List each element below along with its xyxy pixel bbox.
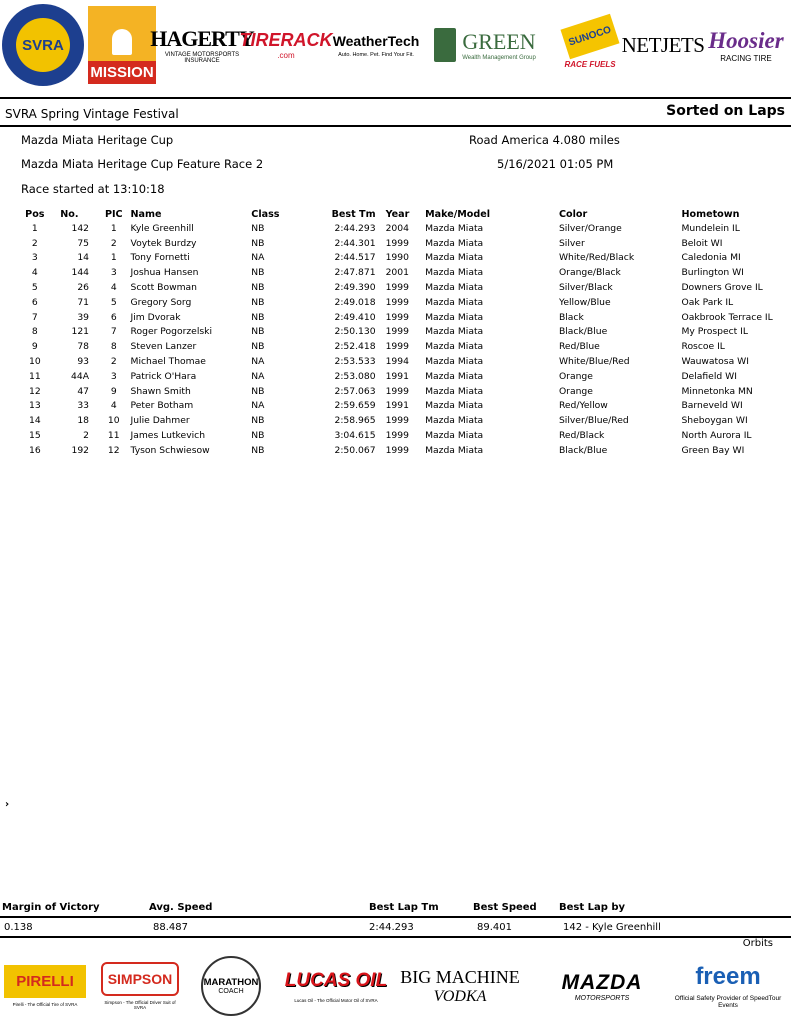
session-name: Mazda Miata Heritage Cup Feature Race 2 (21, 157, 264, 171)
cell-name: Shawn Smith (130, 385, 191, 397)
table-header-row (20, 208, 791, 221)
cell-pic: 9 (110, 385, 117, 397)
cell-year: 1991 (385, 370, 409, 382)
cell-make: Mazda Miata (425, 311, 484, 323)
cell-home: North Aurora IL (681, 430, 752, 442)
cell-home: Green Bay WI (681, 444, 745, 456)
cell-class: NB (251, 415, 265, 427)
cell-no: 44A (71, 370, 90, 382)
col-hometown: Hometown (681, 209, 740, 220)
cell-pos: 16 (28, 444, 41, 456)
cell-name: Julie Dahmer (130, 415, 190, 427)
cell-pos: 7 (31, 311, 38, 323)
cell-home: Delafield WI (681, 370, 737, 382)
hoosier-logo: Hoosier RACING TIRE (708, 27, 784, 63)
cell-no: 121 (71, 326, 90, 338)
netjets-logo: NETJETS (621, 32, 705, 57)
cell-year: 1991 (385, 400, 409, 412)
cell-no: 18 (77, 415, 90, 427)
cell-color: Yellow/Blue (558, 296, 611, 308)
cell-pos: 10 (28, 356, 41, 368)
cell-pos: 11 (28, 370, 41, 382)
cell-no: 26 (77, 282, 90, 294)
cell-best: 2:59.659 (334, 400, 376, 412)
mission-logo: MISSION (88, 6, 156, 84)
best-lap-by-label: Best Lap by (559, 902, 626, 913)
cell-pic: 5 (110, 296, 117, 308)
cell-best: 2:50.130 (334, 326, 376, 338)
cell-class: NA (251, 356, 265, 368)
cell-pic: 2 (110, 237, 117, 249)
cell-color: Black/Blue (558, 326, 608, 338)
cell-year: 1999 (385, 311, 409, 323)
cell-year: 2001 (385, 267, 409, 279)
cell-year: 1999 (385, 341, 409, 353)
cell-name: Kyle Greenhill (130, 222, 194, 234)
col-no: No. (60, 209, 79, 220)
bottom-sponsor-banner (0, 950, 791, 1022)
sunoco-logo: SUNOCO RACE FUELS (562, 6, 618, 84)
cell-no: 39 (77, 311, 90, 323)
cell-make: Mazda Miata (425, 237, 484, 249)
cell-pos: 14 (28, 415, 41, 427)
cell-pos: 2 (31, 237, 38, 249)
cell-year: 1990 (385, 252, 409, 264)
session-datetime: 5/16/2021 01:05 PM (497, 157, 614, 171)
header-divider (0, 125, 791, 127)
cell-color: Silver/Orange (558, 222, 622, 234)
col-year: Year (385, 209, 410, 220)
race-start: Race started at 13:10:18 (21, 182, 165, 196)
col-class: Class (251, 209, 280, 220)
cell-home: Burlington WI (681, 267, 744, 279)
cell-make: Mazda Miata (425, 326, 484, 338)
cell-class: NB (251, 341, 265, 353)
col-pos: Pos (25, 209, 45, 220)
series-name: Mazda Miata Heritage Cup (21, 133, 174, 147)
cell-make: Mazda Miata (425, 385, 484, 397)
top-sponsor-banner (0, 4, 791, 88)
cell-make: Mazda Miata (425, 370, 484, 382)
cell-make: Mazda Miata (425, 415, 484, 427)
cell-pos: 4 (31, 267, 38, 279)
big-machine-vodka-logo: BIG MACHINE VODKA (400, 966, 520, 1005)
cell-pic: 10 (107, 415, 120, 427)
cell-name: Gregory Sorg (130, 296, 192, 308)
cell-make: Mazda Miata (425, 356, 484, 368)
cell-make: Mazda Miata (425, 444, 484, 456)
cell-no: 47 (77, 385, 90, 397)
table-row (20, 280, 791, 295)
cell-pos: 1 (31, 222, 38, 234)
cell-year: 1999 (385, 282, 409, 294)
col-color: Color (558, 209, 588, 220)
cell-home: Mundelein IL (681, 222, 740, 234)
cell-make: Mazda Miata (425, 222, 484, 234)
cell-home: Caledonia MI (681, 252, 741, 264)
table-row (20, 428, 791, 443)
best-speed-value: 89.401 (477, 922, 512, 933)
table-row (20, 413, 791, 428)
cell-no: 144 (71, 267, 90, 279)
margin-value: 0.138 (4, 922, 33, 933)
table-row (20, 443, 791, 458)
track-info: Road America 4.080 miles (469, 133, 620, 147)
margin-label: Margin of Victory (2, 902, 100, 913)
col-pic: PIC (104, 209, 123, 220)
cell-pos: 13 (28, 400, 41, 412)
table-row (20, 295, 791, 310)
cell-no: 2 (83, 430, 90, 442)
cell-home: Minnetonka MN (681, 385, 753, 397)
cell-make: Mazda Miata (425, 282, 484, 294)
cell-home: Barneveld WI (681, 400, 743, 412)
cell-no: 33 (77, 400, 90, 412)
cell-color: Red/Blue (558, 341, 600, 353)
avg-speed-label: Avg. Speed (149, 902, 213, 913)
green-wealth-logo: GREEN Wealth Management Group (430, 8, 540, 82)
cell-color: Silver/Black (558, 282, 613, 294)
cell-best: 2:44.293 (334, 222, 376, 234)
lucas-oil-logo: LUCAS OIL Lucas Oil - The Official Motor Oil of SVRA (284, 969, 388, 1003)
cell-best: 2:49.410 (334, 311, 376, 323)
cell-pic: 4 (110, 282, 117, 294)
cell-pic: 1 (110, 222, 117, 234)
cell-class: NB (251, 444, 265, 456)
event-title: SVRA Spring Vintage Festival (5, 107, 179, 121)
cell-class: NB (251, 311, 265, 323)
best-lap-by-value: 142 - Kyle Greenhill (563, 922, 661, 933)
cell-class: NA (251, 252, 265, 264)
weathertech-logo: WeatherTech Auto. Home. Pet. Find Your Fit. (332, 32, 420, 58)
svra-logo: SVRA (2, 4, 84, 86)
cell-home: Oak Park IL (681, 296, 734, 308)
cell-color: Orange (558, 385, 593, 397)
cell-name: Roger Pogorzelski (130, 326, 213, 338)
cell-pic: 4 (110, 400, 117, 412)
simpson-logo: SIMPSON Simpson - The Official Driver Suit of SVRA (100, 954, 180, 1018)
cell-color: Red/Yellow (558, 400, 608, 412)
cell-pic: 1 (110, 252, 117, 264)
cell-name: Peter Botham (130, 400, 194, 412)
cell-year: 1999 (385, 296, 409, 308)
cell-class: NB (251, 222, 265, 234)
best-lap-value: 2:44.293 (369, 922, 414, 933)
cell-color: White/Blue/Red (558, 356, 630, 368)
cell-color: Silver/Blue/Red (558, 415, 629, 427)
stray-mark: › (5, 799, 10, 810)
cell-class: NA (251, 400, 265, 412)
cell-name: Joshua Hansen (130, 267, 199, 279)
col-make: Make/Model (425, 209, 491, 220)
cell-best: 2:49.018 (334, 296, 376, 308)
cell-best: 2:58.965 (334, 415, 376, 427)
cell-name: Jim Dvorak (130, 311, 181, 323)
cell-pic: 8 (110, 341, 117, 353)
cell-make: Mazda Miata (425, 430, 484, 442)
summary-divider (0, 916, 791, 918)
cell-class: NB (251, 385, 265, 397)
cell-no: 71 (77, 296, 90, 308)
cell-color: Silver (558, 237, 585, 249)
cell-make: Mazda Miata (425, 341, 484, 353)
cell-home: My Prospect IL (681, 326, 749, 338)
cell-name: James Lutkevich (130, 430, 206, 442)
cell-name: Tony Fornetti (130, 252, 190, 264)
cell-color: Orange/Black (558, 267, 621, 279)
table-row (20, 251, 791, 266)
table-row (20, 236, 791, 251)
cell-make: Mazda Miata (425, 267, 484, 279)
cell-no: 93 (77, 356, 90, 368)
cell-pos: 8 (31, 326, 38, 338)
cell-year: 1999 (385, 237, 409, 249)
cell-pic: 7 (110, 326, 117, 338)
cell-best: 3:04.615 (334, 430, 376, 442)
cell-home: Oakbrook Terrace IL (681, 311, 773, 323)
table-row (20, 384, 791, 399)
cell-home: Beloit WI (681, 237, 723, 249)
cell-year: 1999 (385, 415, 409, 427)
cell-home: Downers Grove IL (681, 282, 763, 294)
table-row (20, 265, 791, 280)
cell-year: 1999 (385, 444, 409, 456)
avg-speed-value: 88.487 (153, 922, 188, 933)
best-speed-label: Best Speed (473, 902, 537, 913)
cell-name: Scott Bowman (130, 282, 197, 294)
tirerack-logo: TIRERACK .com (239, 30, 333, 60)
cell-color: Red/Black (558, 430, 605, 442)
cell-best: 2:57.063 (334, 385, 376, 397)
cell-pos: 5 (31, 282, 38, 294)
table-row (20, 354, 791, 369)
cell-class: NB (251, 430, 265, 442)
table-row (20, 221, 791, 236)
cell-make: Mazda Miata (425, 400, 484, 412)
cell-color: White/Red/Black (558, 252, 635, 264)
col-name: Name (130, 209, 162, 220)
results-table (20, 208, 791, 458)
marathon-coach-logo: MARATHON COACH (188, 954, 274, 1018)
cell-name: Tyson Schwiesow (130, 444, 210, 456)
cell-year: 1999 (385, 326, 409, 338)
cell-no: 142 (71, 222, 90, 234)
cell-best: 2:50.067 (334, 444, 376, 456)
cell-pos: 15 (28, 430, 41, 442)
cell-color: Black (558, 311, 584, 323)
cell-pos: 9 (31, 341, 38, 353)
pirelli-logo: PIRELLI Pirelli - The Official Tire of SVRA (4, 954, 86, 1018)
cell-pic: 2 (110, 356, 117, 368)
cell-pic: 3 (110, 370, 117, 382)
cell-pos: 6 (31, 296, 38, 308)
race-summary (0, 900, 791, 936)
cell-best: 2:49.390 (334, 282, 376, 294)
cell-best: 2:47.871 (334, 267, 376, 279)
top-divider (0, 97, 791, 99)
orbits-label: Orbits (742, 938, 773, 949)
cell-name: Steven Lanzer (130, 341, 197, 353)
cell-year: 1999 (385, 430, 409, 442)
cell-year: 1999 (385, 385, 409, 397)
col-best: Best Tm (331, 209, 376, 220)
cell-pic: 6 (110, 311, 117, 323)
cell-best: 2:44.517 (334, 252, 376, 264)
cell-no: 192 (71, 444, 90, 456)
cell-year: 1994 (385, 356, 409, 368)
mazda-motorsports-logo: MAZDA MOTORSPORTS (561, 970, 643, 1002)
cell-home: Roscoe IL (681, 341, 725, 353)
table-row (20, 399, 791, 414)
cell-pos: 3 (31, 252, 38, 264)
table-row (20, 369, 791, 384)
cell-best: 2:44.301 (334, 237, 376, 249)
cell-name: Voytek Burdzy (130, 237, 197, 249)
cell-class: NB (251, 296, 265, 308)
cell-year: 2004 (385, 222, 409, 234)
sort-label: Sorted on Laps (666, 103, 785, 119)
summary-bottom-divider (0, 936, 791, 938)
cell-class: NB (251, 237, 265, 249)
cell-make: Mazda Miata (425, 296, 484, 308)
table-row (20, 325, 791, 340)
cell-no: 78 (77, 341, 90, 353)
cell-class: NB (251, 326, 265, 338)
cell-class: NA (251, 370, 265, 382)
cell-name: Michael Thomae (130, 356, 206, 368)
cell-best: 2:53.080 (334, 370, 376, 382)
table-row (20, 339, 791, 354)
cell-pic: 12 (107, 444, 120, 456)
hagerty-logo: HAGERTY VINTAGE MOTORSPORTS INSURANCE (150, 26, 254, 64)
cell-color: Orange (558, 370, 593, 382)
cell-pos: 12 (28, 385, 41, 397)
cell-make: Mazda Miata (425, 252, 484, 264)
cell-home: Wauwatosa WI (681, 356, 749, 368)
cell-class: NB (251, 282, 265, 294)
freem-logo: freem Official Safety Provider of SpeedTour Events (674, 963, 782, 1009)
cell-no: 75 (77, 237, 90, 249)
cell-color: Black/Blue (558, 444, 608, 456)
best-lap-label: Best Lap Tm (369, 902, 439, 913)
cell-name: Patrick O'Hara (130, 370, 197, 382)
cell-no: 14 (77, 252, 90, 264)
cell-best: 2:53.533 (334, 356, 376, 368)
cell-pic: 11 (107, 430, 120, 442)
cell-class: NB (251, 267, 265, 279)
cell-home: Sheboygan WI (681, 415, 748, 427)
table-row (20, 310, 791, 325)
cell-pic: 3 (110, 267, 117, 279)
cell-best: 2:52.418 (334, 341, 376, 353)
